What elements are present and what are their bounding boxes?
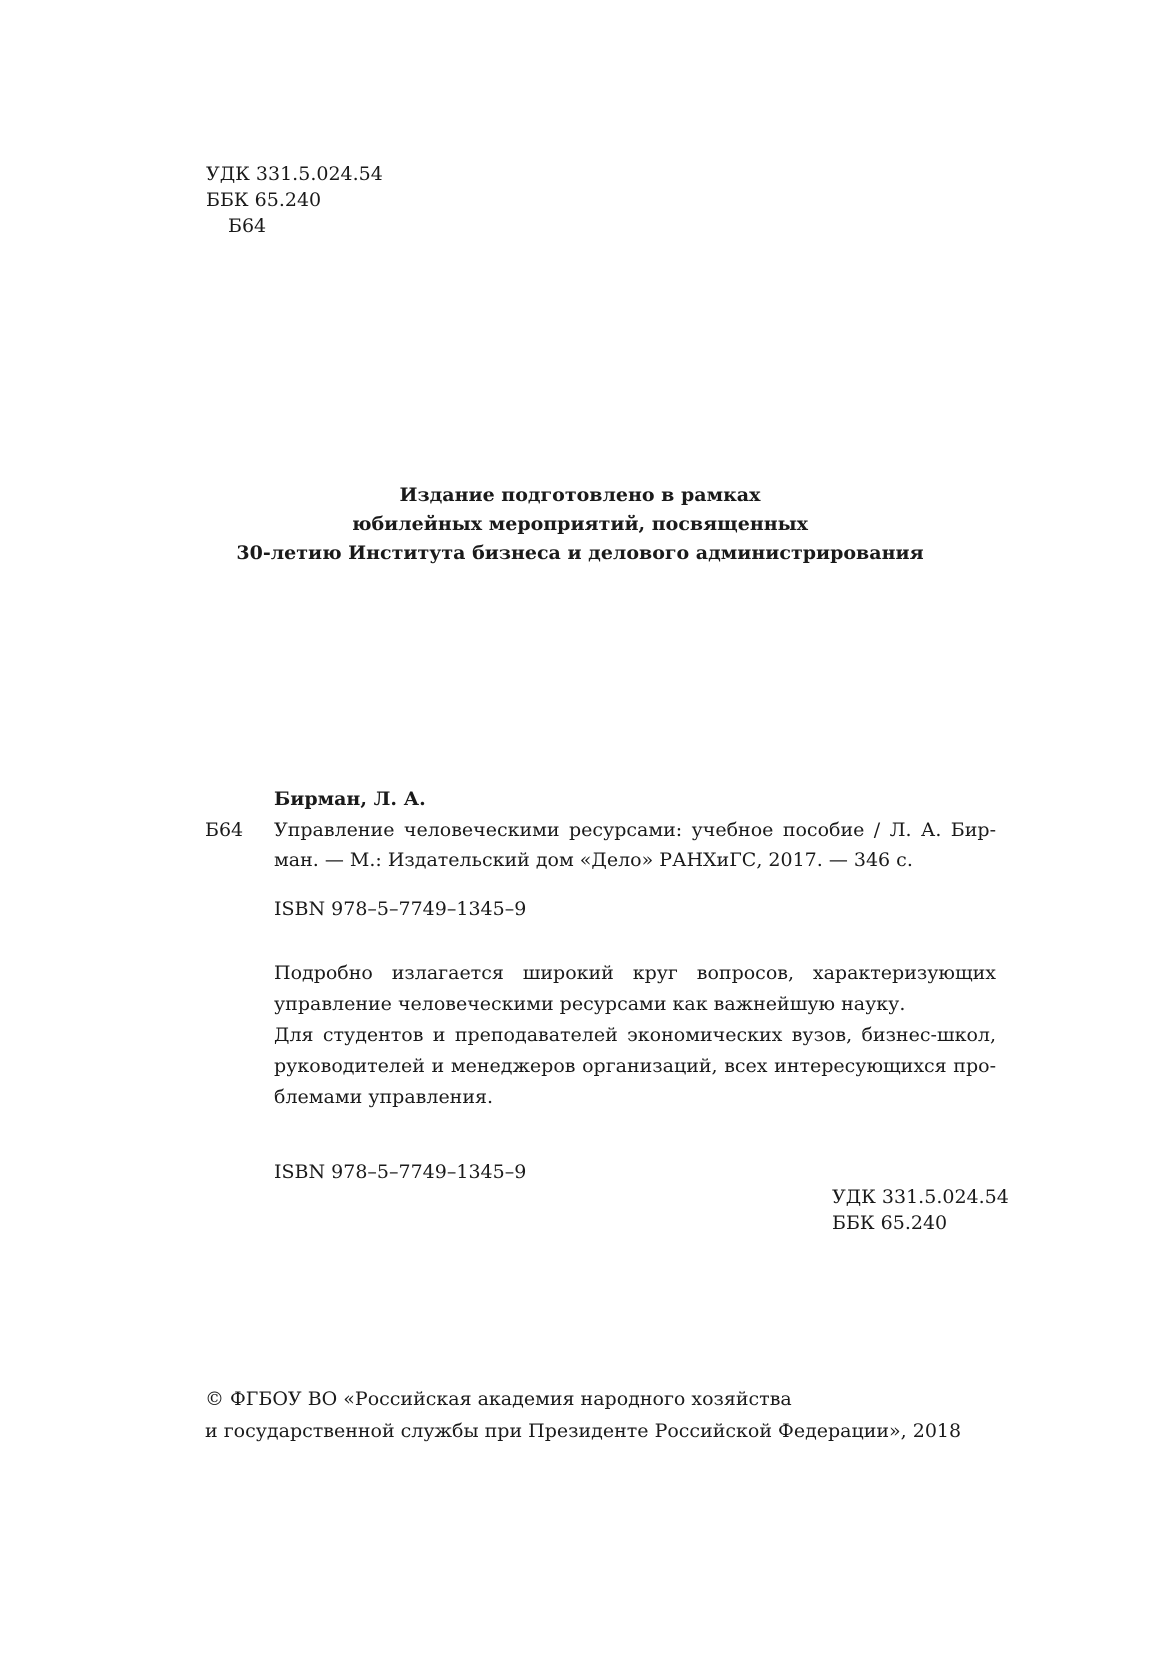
abstract-line: управление человеческими ресурсами как важнейшую науку. xyxy=(274,993,906,1015)
catalog-cipher xyxy=(205,815,243,845)
bbk-code: ББК 65.240 xyxy=(832,1212,948,1234)
catalog-author xyxy=(274,786,426,812)
bbk-code: ББК 65.240 xyxy=(206,189,322,211)
notice-line: Издание подготовлено в рамках xyxy=(399,484,761,506)
author-cipher: Б64 xyxy=(228,215,267,237)
copyright-line: © ФГБОУ ВО «Российская академия народного хозяйства xyxy=(205,1388,792,1410)
cipher-label: Б64 xyxy=(205,819,244,841)
abstract-line: руководителей и менеджеров организаций, всех интересующихся про- xyxy=(274,1055,996,1077)
notice-line: юбилейных мероприятий, посвященных xyxy=(352,513,808,535)
notice-line: 30-летию Института бизнеса и делового администрирования xyxy=(236,542,924,564)
isbn-text: ISBN 978–5–7749–1345–9 xyxy=(274,898,527,920)
udk-code: УДК 331.5.024.54 xyxy=(832,1186,1009,1208)
author-name: Бирман, Л. А. xyxy=(274,788,426,810)
isbn-primary xyxy=(274,896,526,922)
abstract xyxy=(274,958,996,1113)
udk-code: УДК 331.5.024.54 xyxy=(206,163,383,185)
bibliographic-description xyxy=(274,815,996,875)
abstract-line: Для студентов и преподавателей экономических вузов, бизнес-школ, xyxy=(274,1024,996,1046)
copyright-notice xyxy=(205,1383,961,1447)
jubilee-notice xyxy=(200,481,960,568)
abstract-line: блемами управления. xyxy=(274,1086,494,1108)
bottom-classification-codes xyxy=(832,1184,1009,1236)
isbn-secondary xyxy=(274,1159,526,1185)
abstract-line: Подробно излагается широкий круг вопросов, характеризующих xyxy=(274,962,996,984)
copyright-line: и государственной службы при Президенте Российской Федерации», 2018 xyxy=(205,1420,962,1442)
isbn-text: ISBN 978–5–7749–1345–9 xyxy=(274,1161,527,1183)
description-line: ман. — М.: Издательский дом «Дело» РАНХиГС, 2017. — 346 с. xyxy=(274,849,913,871)
top-classification-codes xyxy=(206,161,383,239)
description-line: Управление человеческими ресурсами: учебное пособие / Л. А. Бир- xyxy=(274,819,996,841)
